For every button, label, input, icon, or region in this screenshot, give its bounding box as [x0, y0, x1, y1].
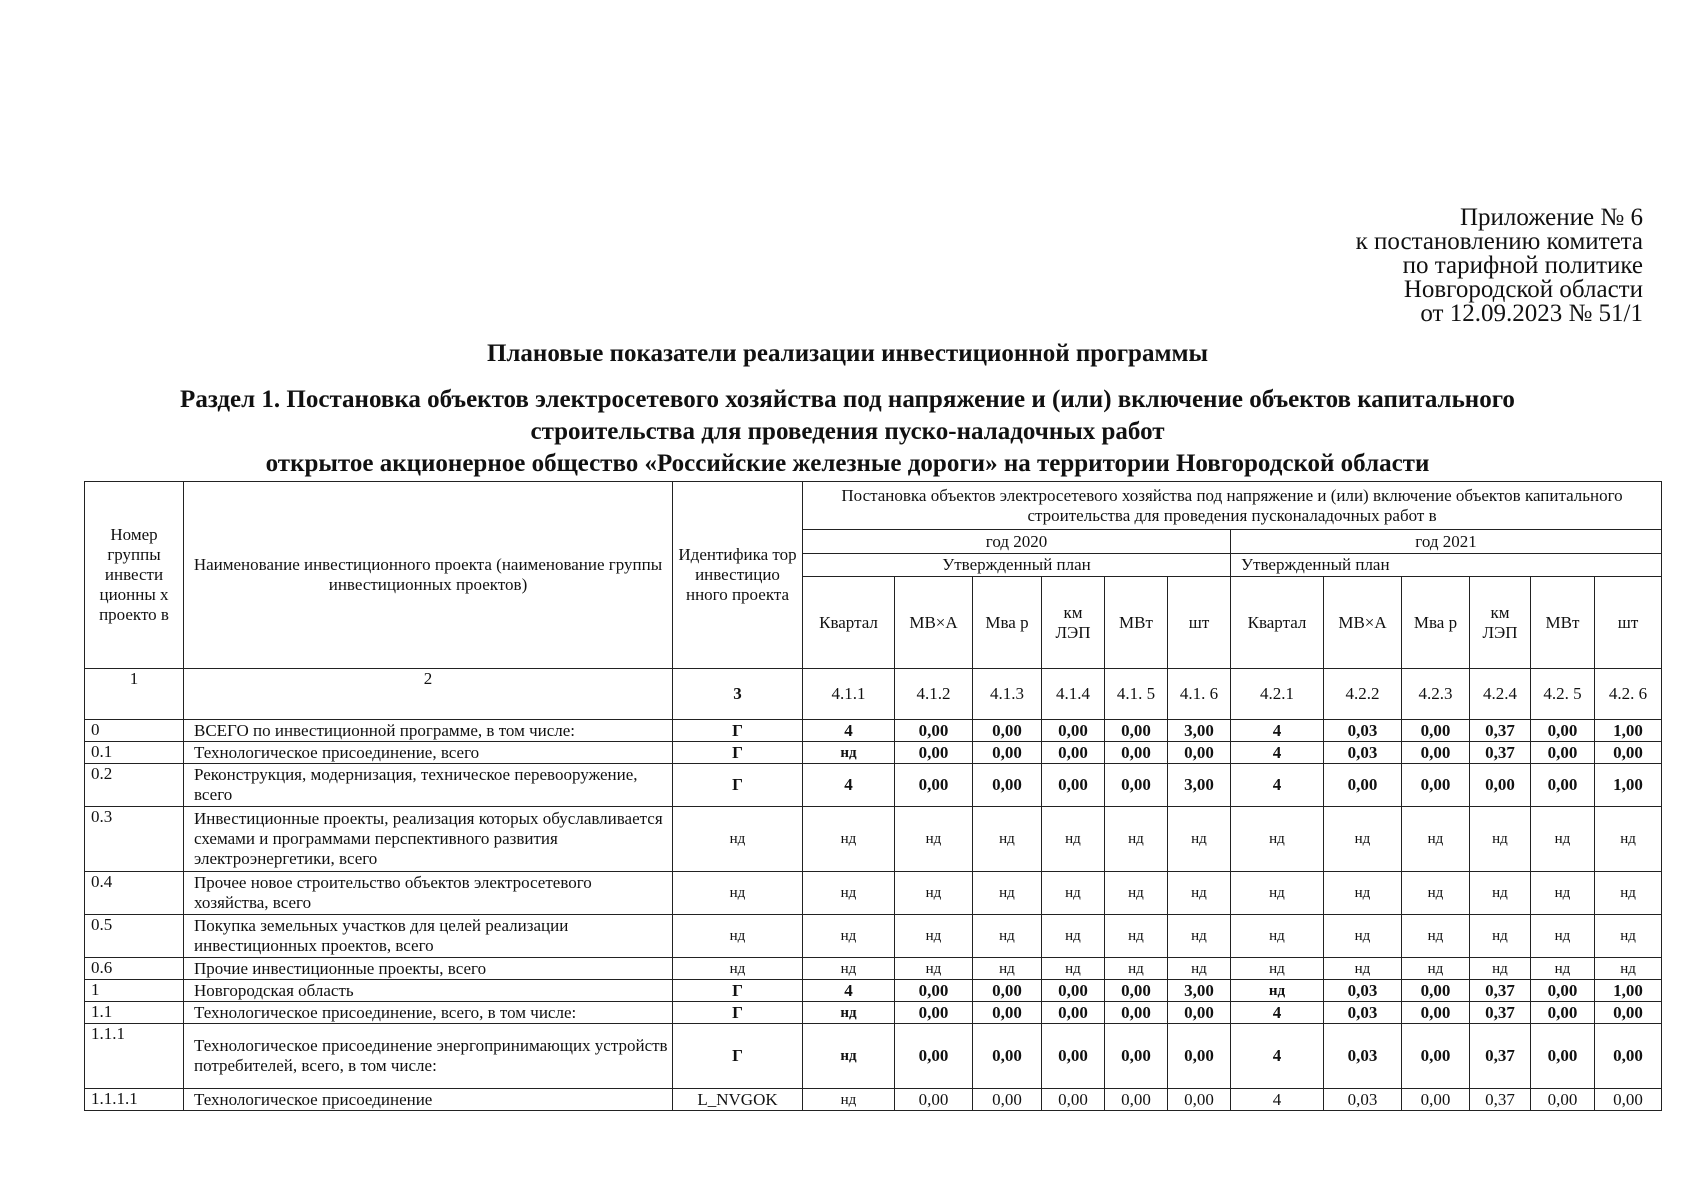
row-value: 0,37 — [1470, 1002, 1531, 1024]
header-unit: Квартал — [803, 577, 895, 669]
row-value: 0,37 — [1470, 742, 1531, 764]
row-value: 1,00 — [1595, 720, 1662, 742]
header-colnum: 4.1.4 — [1042, 669, 1105, 720]
row-value: 0,37 — [1470, 980, 1531, 1002]
header-unit: Мва р — [1402, 577, 1470, 669]
annex-line-4: Новгородской области — [1403, 276, 1643, 303]
row-value: 0,00 — [1402, 1024, 1470, 1089]
row-identifier: нд — [673, 872, 803, 915]
row-value: 0,00 — [1105, 720, 1168, 742]
header-unit: км ЛЭП — [1042, 577, 1105, 669]
annex-block — [1356, 206, 1643, 326]
row-value: нд — [1470, 915, 1531, 958]
row-value: нд — [1595, 807, 1662, 872]
row-value: 0,00 — [1168, 1089, 1231, 1111]
row-value: нд — [1324, 872, 1402, 915]
row-value: 0,37 — [1470, 1024, 1531, 1089]
row-value: 0,00 — [1531, 764, 1595, 807]
row-value: 1,00 — [1595, 980, 1662, 1002]
row-value: нд — [1531, 915, 1595, 958]
table-row — [85, 1089, 1662, 1111]
row-value: нд — [1402, 915, 1470, 958]
header-super: Постановка объектов электросетевого хозяйства под напряжение и (или) включение объектов капитального строительства для проведения пусконаладочных работ в — [803, 482, 1662, 530]
row-value: 0,00 — [1324, 764, 1402, 807]
row-number: 0.1 — [85, 742, 184, 764]
row-value: нд — [1168, 807, 1231, 872]
header-colnum: 2 — [184, 669, 673, 720]
row-value: 0,00 — [1531, 1089, 1595, 1111]
company-title: открытое акционерное общество «Российские железные дороги» на территории Новгородской области — [265, 450, 1430, 477]
row-value: 0,00 — [1042, 980, 1105, 1002]
row-number: 0.5 — [85, 915, 184, 958]
row-project-name: Прочее новое строительство объектов электросетевого хозяйства, всего — [184, 872, 673, 915]
row-value: 0,00 — [1470, 764, 1531, 807]
header-colnum: 4.2. 5 — [1531, 669, 1595, 720]
row-value: нд — [803, 915, 895, 958]
row-project-name: Покупка земельных участков для целей реализации инвестиционных проектов, всего — [184, 915, 673, 958]
row-value: 0,00 — [1105, 1089, 1168, 1111]
row-value: нд — [895, 958, 973, 980]
row-value: 0,00 — [895, 980, 973, 1002]
row-value: нд — [895, 872, 973, 915]
document-title: Плановые показатели реализации инвестиционной программы — [486, 340, 1209, 367]
row-identifier: нд — [673, 807, 803, 872]
row-value: 0,03 — [1324, 980, 1402, 1002]
row-value: нд — [895, 915, 973, 958]
row-value: 0,00 — [1105, 980, 1168, 1002]
row-value: нд — [1402, 807, 1470, 872]
row-value: 0,00 — [1168, 1024, 1231, 1089]
row-value: 0,00 — [1402, 1089, 1470, 1111]
row-project-name: Технологическое присоединение энергопринимающих устройств потребителей, всего, в том числе: — [184, 1024, 673, 1089]
row-value: нд — [1168, 958, 1231, 980]
row-value: нд — [1595, 915, 1662, 958]
row-value: 0,00 — [973, 720, 1042, 742]
row-number: 0.2 — [85, 764, 184, 807]
header-unit: МВ×А — [895, 577, 973, 669]
header-year-2021: год 2021 — [1231, 530, 1662, 554]
row-value: 0,00 — [895, 1089, 973, 1111]
header-colnum: 4.2. 6 — [1595, 669, 1662, 720]
table-row — [85, 807, 1662, 872]
row-value: 0,03 — [1324, 1024, 1402, 1089]
row-value: 0,03 — [1324, 742, 1402, 764]
row-identifier: Г — [673, 764, 803, 807]
row-value: 0,00 — [1168, 742, 1231, 764]
row-value: 0,00 — [1595, 1002, 1662, 1024]
row-value: 0,03 — [1324, 720, 1402, 742]
row-value: 1,00 — [1595, 764, 1662, 807]
row-value: нд — [1231, 958, 1324, 980]
row-identifier: нд — [673, 915, 803, 958]
row-project-name: Реконструкция, модернизация, техническое перевооружение, всего — [184, 764, 673, 807]
row-value: нд — [973, 807, 1042, 872]
row-value: 0,00 — [1105, 764, 1168, 807]
row-value: 4 — [1231, 720, 1324, 742]
row-value: 4 — [1231, 1024, 1324, 1089]
row-number: 1.1.1.1 — [85, 1089, 184, 1111]
investment-indicators-table — [84, 481, 1662, 1111]
row-value: 0,00 — [1531, 1002, 1595, 1024]
row-value: нд — [1042, 958, 1105, 980]
row-value: нд — [1231, 915, 1324, 958]
header-unit: Мва р — [973, 577, 1042, 669]
row-value: 4 — [803, 980, 895, 1002]
annex-line-2: к постановлению комитета — [1355, 228, 1643, 255]
row-value: нд — [973, 958, 1042, 980]
row-identifier: Г — [673, 742, 803, 764]
table-row — [85, 1002, 1662, 1024]
row-value: нд — [1402, 872, 1470, 915]
row-value: нд — [803, 1002, 895, 1024]
row-value: 0,00 — [973, 980, 1042, 1002]
row-value: 0,00 — [973, 764, 1042, 807]
row-identifier: нд — [673, 958, 803, 980]
row-number: 0.4 — [85, 872, 184, 915]
row-value: 0,00 — [1168, 1002, 1231, 1024]
row-value: 0,00 — [973, 742, 1042, 764]
row-value: 0,00 — [895, 1024, 973, 1089]
annex-line-1: Приложение № 6 — [1459, 204, 1643, 231]
row-value: нд — [1470, 958, 1531, 980]
section-title-line-2: строительства для проведения пуско-наладочных работ — [530, 418, 1165, 445]
row-value: нд — [973, 872, 1042, 915]
table-row — [85, 872, 1662, 915]
header-colnum: 4.2.4 — [1470, 669, 1531, 720]
row-project-name: Технологическое присоединение — [184, 1089, 673, 1111]
row-value: 0,00 — [1402, 742, 1470, 764]
header-colnum: 4.1.1 — [803, 669, 895, 720]
row-value: 0,00 — [895, 720, 973, 742]
header-unit: Квартал — [1231, 577, 1324, 669]
row-value: 0,00 — [1595, 1024, 1662, 1089]
row-value: 0,00 — [973, 1002, 1042, 1024]
table-row — [85, 980, 1662, 1002]
header-colnum: 3 — [673, 669, 803, 720]
row-value: нд — [1324, 915, 1402, 958]
row-value: нд — [1105, 807, 1168, 872]
row-value: 3,00 — [1168, 980, 1231, 1002]
row-value: нд — [1402, 958, 1470, 980]
row-value: нд — [1042, 915, 1105, 958]
row-number: 1.1.1 — [85, 1024, 184, 1089]
row-value: нд — [1168, 872, 1231, 915]
row-value: нд — [1168, 915, 1231, 958]
row-number: 1.1 — [85, 1002, 184, 1024]
row-identifier: Г — [673, 1024, 803, 1089]
row-value: нд — [803, 872, 895, 915]
row-value: 0,00 — [1531, 1024, 1595, 1089]
table-row — [85, 958, 1662, 980]
annex-line-3: по тарифной политике — [1402, 252, 1643, 279]
table-row — [85, 915, 1662, 958]
header-unit: км ЛЭП — [1470, 577, 1531, 669]
row-value: нд — [1470, 872, 1531, 915]
row-value: 0,00 — [973, 1089, 1042, 1111]
row-value: 0,00 — [1105, 1002, 1168, 1024]
header-colnum: 4.1.3 — [973, 669, 1042, 720]
row-value: 0,00 — [1042, 1024, 1105, 1089]
row-value: нд — [1105, 915, 1168, 958]
row-value: 0,00 — [1105, 1024, 1168, 1089]
row-value: 0,37 — [1470, 720, 1531, 742]
header-unit: МВ×А — [1324, 577, 1402, 669]
row-value: 0,03 — [1324, 1089, 1402, 1111]
row-number: 0.3 — [85, 807, 184, 872]
row-value: 0,00 — [895, 742, 973, 764]
row-value: нд — [1231, 872, 1324, 915]
header-unit: шт — [1595, 577, 1662, 669]
header-year-2020: год 2020 — [803, 530, 1231, 554]
row-value: нд — [1324, 807, 1402, 872]
row-value: 0,00 — [1402, 980, 1470, 1002]
row-value: нд — [803, 742, 895, 764]
row-value: 0,00 — [1595, 742, 1662, 764]
row-value: 0,00 — [1042, 720, 1105, 742]
row-value: 0,00 — [1531, 720, 1595, 742]
row-number: 1 — [85, 980, 184, 1002]
row-value: 0,00 — [1531, 742, 1595, 764]
row-number: 0 — [85, 720, 184, 742]
row-project-name: Прочие инвестиционные проекты, всего — [184, 958, 673, 980]
row-value: нд — [1595, 872, 1662, 915]
header-colnum: 4.2.3 — [1402, 669, 1470, 720]
row-value: 4 — [803, 764, 895, 807]
row-value: 0,00 — [1402, 1002, 1470, 1024]
header-unit: МВт — [1531, 577, 1595, 669]
row-value: нд — [1531, 872, 1595, 915]
row-value: 4 — [1231, 1002, 1324, 1024]
header-colnum: 4.1. 5 — [1105, 669, 1168, 720]
row-value: нд — [1105, 872, 1168, 915]
row-value: 0,00 — [1042, 1002, 1105, 1024]
row-value: нд — [803, 807, 895, 872]
row-value: нд — [1470, 807, 1531, 872]
row-project-name: ВСЕГО по инвестиционной программе, в том числе: — [184, 720, 673, 742]
row-value: 4 — [1231, 1089, 1324, 1111]
header-plan-2021: Утвержденный план — [1231, 554, 1662, 577]
row-value: 0,00 — [1595, 1089, 1662, 1111]
row-value: нд — [1531, 807, 1595, 872]
row-value: 0,00 — [895, 764, 973, 807]
row-value: 0,37 — [1470, 1089, 1531, 1111]
header-colnum: 4.1.2 — [895, 669, 973, 720]
table-row — [85, 1024, 1662, 1089]
row-project-name: Инвестиционные проекты, реализация которых обуславливается схемами и программами перспективного развития электроэнергетики, всего — [184, 807, 673, 872]
table-row — [85, 720, 1662, 742]
row-value: 0,00 — [1531, 980, 1595, 1002]
row-value: нд — [973, 915, 1042, 958]
row-value: 0,00 — [1042, 1089, 1105, 1111]
row-value: нд — [803, 1089, 895, 1111]
table-row — [85, 742, 1662, 764]
table-row — [85, 764, 1662, 807]
row-value: 0,03 — [1324, 1002, 1402, 1024]
row-value: нд — [1231, 980, 1324, 1002]
header-unit: шт — [1168, 577, 1231, 669]
row-project-name: Технологическое присоединение, всего, в том числе: — [184, 1002, 673, 1024]
row-identifier: L_NVGOK — [673, 1089, 803, 1111]
header-colnum: 4.2.2 — [1324, 669, 1402, 720]
row-value: нд — [803, 958, 895, 980]
header-colnum: 4.1. 6 — [1168, 669, 1231, 720]
header-colnum: 1 — [85, 669, 184, 720]
header-project-name: Наименование инвестиционного проекта (наименование группы инвестиционных проектов) — [184, 482, 673, 669]
row-value: 3,00 — [1168, 764, 1231, 807]
row-value: 0,00 — [895, 1002, 973, 1024]
row-value: нд — [1595, 958, 1662, 980]
row-identifier: Г — [673, 720, 803, 742]
header-unit: МВт — [1105, 577, 1168, 669]
row-value: 3,00 — [1168, 720, 1231, 742]
row-value: нд — [1042, 807, 1105, 872]
row-value: 0,00 — [1042, 742, 1105, 764]
row-number: 0.6 — [85, 958, 184, 980]
row-value: 4 — [1231, 764, 1324, 807]
row-value: 0,00 — [973, 1024, 1042, 1089]
header-identifier: Идентифика тор инвестицио нного проекта — [673, 482, 803, 669]
header-group-number: Номер группы инвести ционны х проекто в — [85, 482, 184, 669]
row-value: нд — [1105, 958, 1168, 980]
row-identifier: Г — [673, 980, 803, 1002]
row-value: нд — [1231, 807, 1324, 872]
row-value: 0,00 — [1042, 764, 1105, 807]
row-project-name: Новгородская область — [184, 980, 673, 1002]
row-value: нд — [1324, 958, 1402, 980]
row-identifier: Г — [673, 1002, 803, 1024]
row-value: 4 — [1231, 742, 1324, 764]
row-value: нд — [1042, 872, 1105, 915]
row-value: нд — [1531, 958, 1595, 980]
header-plan-2020: Утвержденный план — [803, 554, 1231, 577]
section-title-line-1: Раздел 1. Постановка объектов электросетевого хозяйства под напряжение и (или) включение объектов капитального — [180, 386, 1515, 413]
row-value: 0,00 — [1105, 742, 1168, 764]
row-value: нд — [895, 807, 973, 872]
row-value: 4 — [803, 720, 895, 742]
row-value: 0,00 — [1402, 720, 1470, 742]
row-value: нд — [803, 1024, 895, 1089]
row-project-name: Технологическое присоединение, всего — [184, 742, 673, 764]
row-value: 0,00 — [1402, 764, 1470, 807]
header-colnum: 4.2.1 — [1231, 669, 1324, 720]
annex-line-5: от 12.09.2023 № 51/1 — [1420, 300, 1643, 327]
